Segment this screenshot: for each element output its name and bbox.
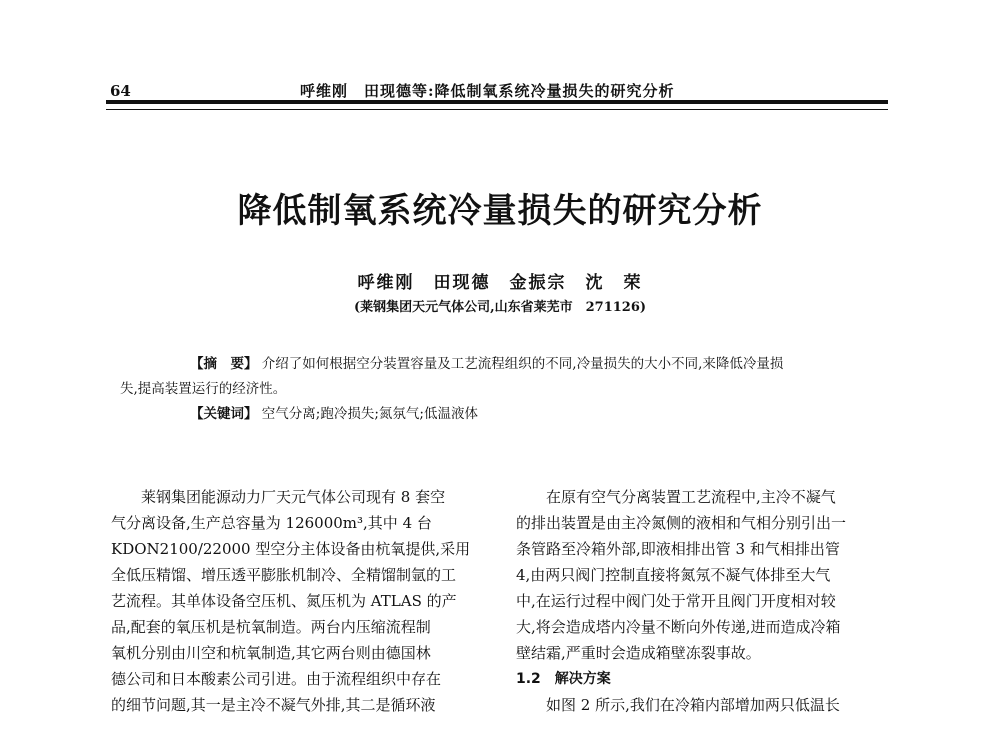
page-number: 64 (110, 82, 131, 100)
body-line: KDON2100/22000 型空分主体设备由杭氧提供,采用 (111, 540, 471, 558)
abstract-text-line2: 失,提高装置运行的经济性。 (120, 381, 287, 397)
body-line: 莱钢集团能源动力厂天元气体公司现有 8 套空 (141, 488, 446, 506)
body-line: 的细节问题,其一是主冷不凝气外排,其二是循环液 (111, 696, 436, 714)
running-header: 呼维刚 田现德等:降低制氧系统冷量损失的研究分析 (300, 82, 675, 100)
body-line: 气分离设备,生产总容量为 126000m³,其中 4 台 (111, 514, 432, 532)
body-right-column (516, 484, 894, 718)
keywords-text: 空气分离;跑冷损失;氮氛气;低温液体 (261, 406, 478, 422)
abstract-text-line1: 介绍了如何根据空分装置容量及工艺流程组织的不同,冷量损失的大小不同,来降低冷量损 (261, 356, 784, 372)
body-line: 德公司和日本酸素公司引进。由于流程组织中存在 (111, 670, 442, 688)
keywords-label: 【关键词】 (190, 406, 258, 422)
body-line: 如图 2 所示,我们在冷箱内部增加两只低温长 (546, 696, 840, 714)
body-line: 全低压精馏、增压透平膨胀机制冷、全精馏制氩的工 (111, 566, 457, 584)
abstract (190, 352, 783, 372)
body-line: 艺流程。其单体设备空压机、氮压机为 ATLAS 的产 (111, 592, 457, 610)
body-line: 4,由两只阀门控制直接将氮氖不凝气体排至大气 (516, 566, 831, 584)
body-line: 氧机分别由川空和杭氧制造,其它两台则由德国林 (111, 644, 431, 662)
paper-title: 降低制氧系统冷量损失的研究分析 (237, 191, 763, 231)
affiliation: (莱钢集团天元气体公司,山东省莱芜市 271126) (353, 300, 647, 315)
body-line: 在原有空气分离装置工艺流程中,主冷不凝气 (546, 488, 836, 506)
body-line: 条管路至冷箱外部,即液相排出管 3 和气相排出管 (516, 540, 840, 558)
header-rule-thin (106, 109, 888, 110)
body-line: 中,在运行过程中阀门处于常开且阀门开度相对较 (516, 592, 836, 610)
keywords (190, 402, 478, 422)
body-line: 大,将会造成塔内冷量不断向外传递,进而造成冷箱 (516, 618, 841, 636)
header-rule-thick (106, 100, 888, 104)
body-line: 品,配套的氧压机是杭氧制造。两台内压缩流程制 (111, 618, 431, 636)
body-line: 壁结霜,严重时会造成箱壁冻裂事故。 (516, 644, 761, 662)
abstract-label: 【摘 要】 (190, 356, 258, 372)
body-line: 的排出装置是由主冷氮侧的液相和气相分别引出一 (516, 514, 847, 532)
authors: 呼维刚 田现德 金振宗 沈 荣 (357, 273, 643, 293)
body-left-column (111, 484, 489, 718)
section-heading: 1.2 解决方案 (516, 671, 611, 687)
